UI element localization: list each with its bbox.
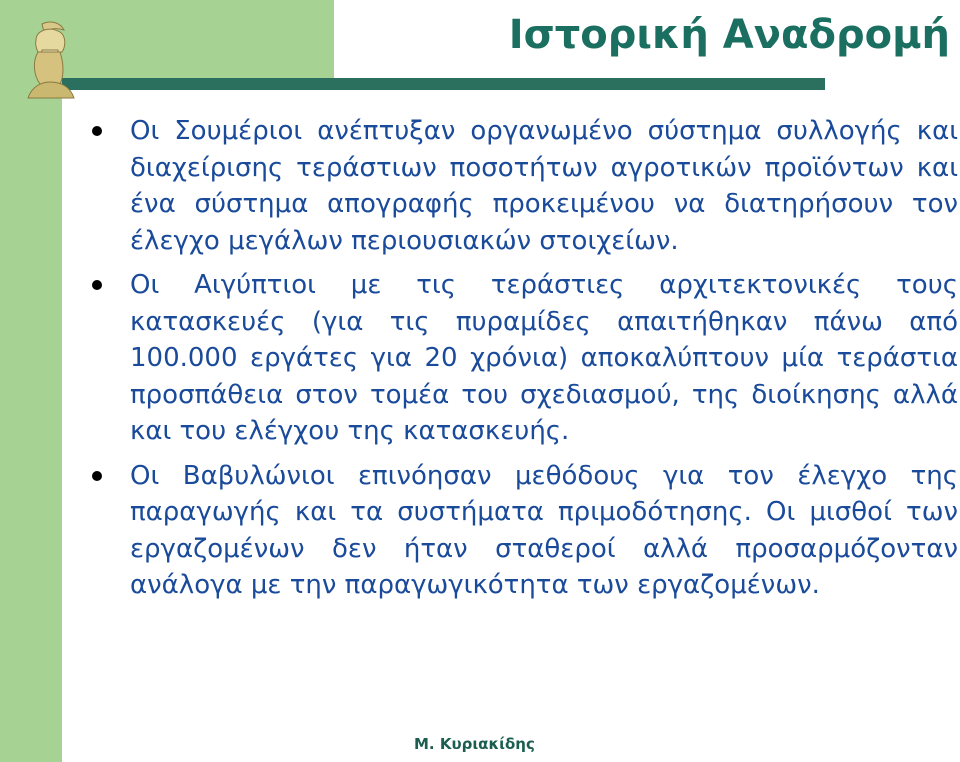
side-panel [0, 0, 62, 762]
bullet-item [92, 113, 958, 259]
bullet-text: Οι Αιγύπτιοι με τις τεράστιες αρχιτεκτονικές τους κατασκευές (για τις πυραμίδες απαιτήθηκαν πάνω από 100.000 εργάτες για 20 χρόνια) αποκαλύπτουν μία τεράστια προσπάθεια στον τομέα του σχεδιασμού, της διοίκησης αλλά και του ελέγχου της κατασκευής. [130, 270, 958, 446]
bullet-item [92, 267, 958, 450]
title-rule [62, 78, 825, 90]
bullet-dot-icon [92, 126, 102, 136]
bullet-text: Οι Βαβυλώνιοι επινόησαν μεθόδους για τον έλεγχο της παραγωγής και τα συστήματα πριμοδότησης. Οι μισθοί των εργαζομένων δεν ήταν σταθεροί αλλά προσαρμόζονταν ανάλογα με την παραγωγικότητα των εργαζομένων. [130, 460, 958, 600]
bullet-item [92, 458, 958, 604]
slide-title: Ιστορική Αναδρομή [508, 12, 950, 58]
top-panel [62, 0, 334, 78]
bullet-text: Οι Σουμέριοι ανέπτυξαν οργανωμένο σύστημα συλλογής και διαχείρισης τεράστιων ποσοτήτων αγροτικών προϊόντων και ένα σύστημα απογραφής προκειμένου να διατηρήσουν τον έλεγχο μεγάλων περιουσιακών στοιχείων. [130, 116, 958, 256]
bullet-dot-icon [92, 280, 102, 290]
bullet-dot-icon [92, 471, 102, 481]
bullet-list [92, 113, 958, 612]
athena-head-icon [20, 20, 80, 100]
footer-author: Μ. Κυριακίδης [414, 735, 535, 753]
